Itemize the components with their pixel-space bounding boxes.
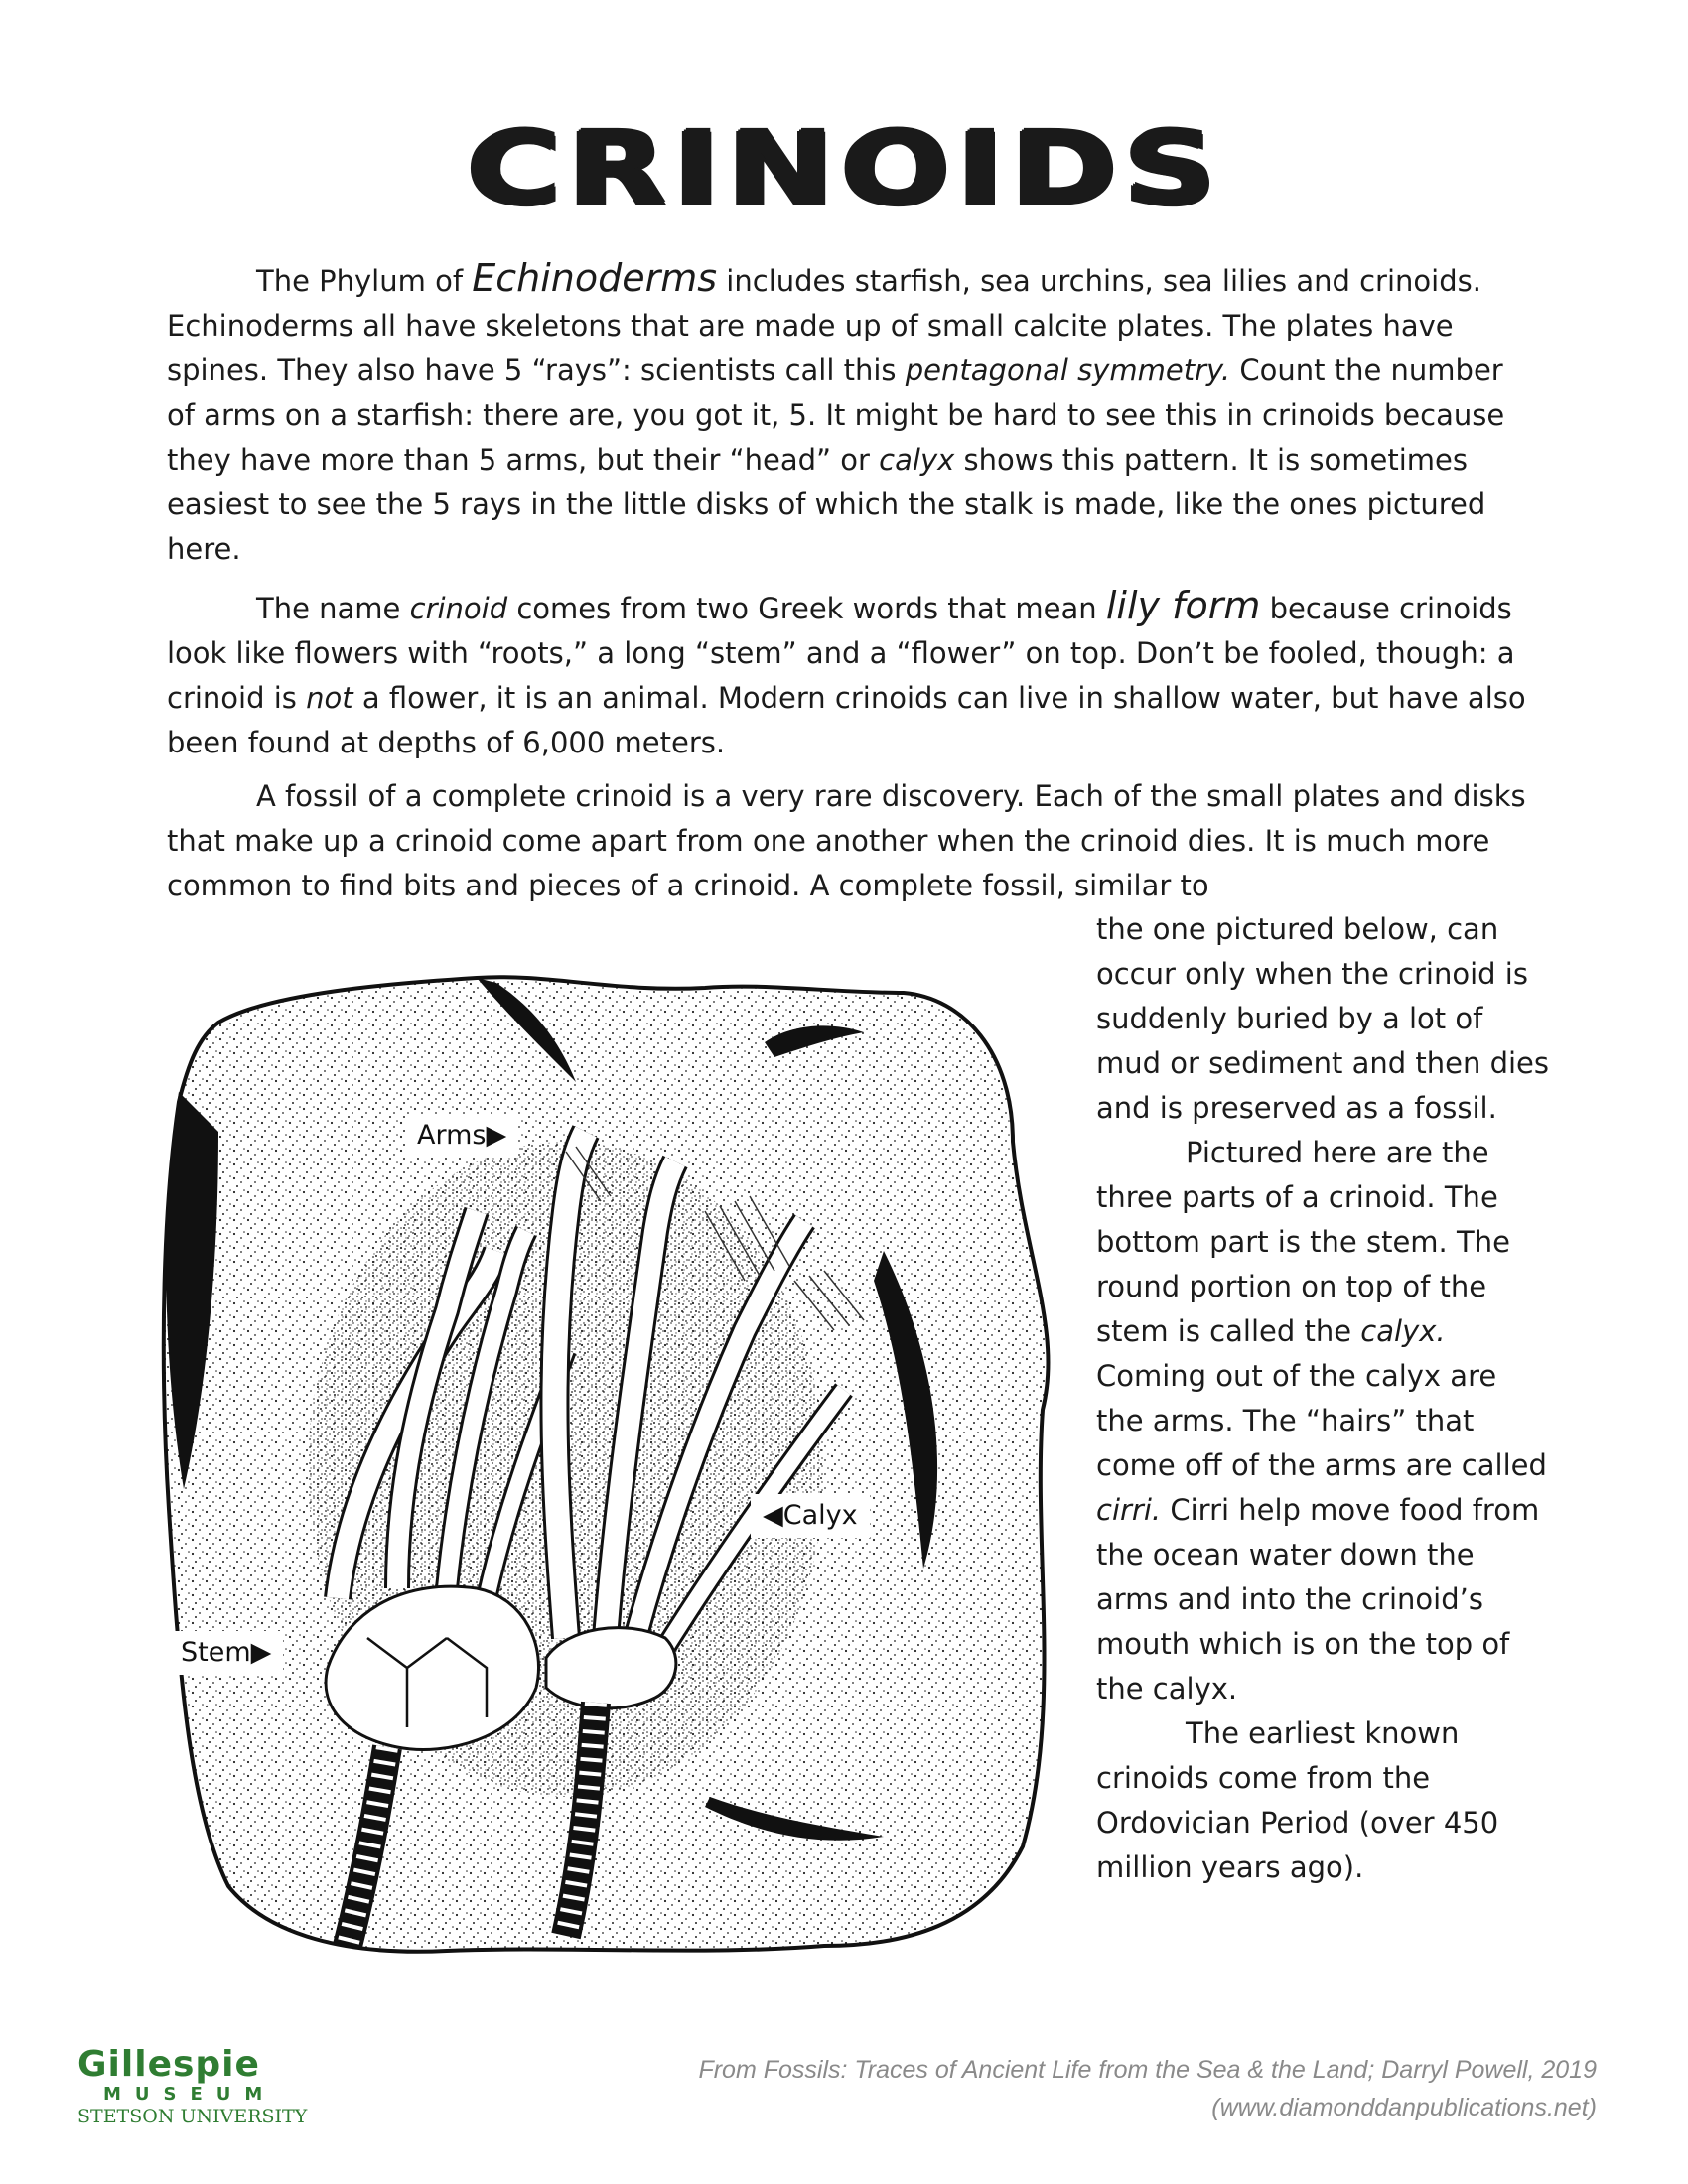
text-run: comes from two Greek words that mean [507, 592, 1106, 625]
credit-line-1: From Fossils: Traces of Ancient Life from the Sea & the Land; Darryl Powell, 2019 [698, 2056, 1597, 2084]
text-run: includes starfish, sea urchins, sea lilies and crinoids. Echinoderms all have skeletons that are made up of small calcite plates. The plates have spines. They also have 5 “rays”: scientists call this [167, 264, 1481, 387]
logo-main-text: Gillespie [77, 2044, 260, 2085]
credit-line-2: (www.diamonddanpublications.net) [1211, 2094, 1597, 2121]
italic-cirri-term: cirri. [1096, 1493, 1162, 1527]
column-paragraph-parts [1096, 1131, 1553, 1711]
italic-not: not [306, 681, 353, 715]
paragraph-echinoderms [167, 256, 1537, 572]
text-run: The Phylum of [256, 264, 473, 298]
label-stem: Stem▶ [169, 1631, 283, 1675]
text-run: a flower, it is an animal. Modern crinoids can live in shallow water, but have also been found at depths of 6,000 meters. [167, 681, 1526, 759]
logo-sub-text: MUSEUM [103, 2084, 277, 2105]
right-column [1096, 907, 1553, 1890]
text-run: Coming out of the calyx are the arms. The “hairs” that come off of the arms are called [1096, 1359, 1547, 1482]
emphasis-echinoderms: Echinoderms [472, 256, 718, 300]
italic-calyx: calyx [879, 443, 955, 477]
label-arms: Arms▶ [405, 1114, 518, 1158]
text-run: shows this pattern. It is sometimes easiest to see the 5 rays in the little disks of which the stalk is made, like the ones pictured here. [167, 443, 1486, 566]
text-run: Cirri help move food from the ocean water down the arms and into the crinoid’s mouth which is on the top of the calyx. [1096, 1493, 1540, 1706]
italic-crinoid: crinoid [409, 592, 508, 625]
crinoid-fossil-illustration [149, 953, 1082, 1995]
label-calyx: ◀Calyx [751, 1494, 870, 1538]
text-run: The name [256, 592, 410, 625]
text-run: Count the number of arms on a starfish: there are, you got it, 5. It might be hard to see this in crinoids because they have more than 5 arms, but their “head” or [167, 353, 1505, 477]
gillespie-museum-logo [77, 2045, 316, 2128]
logo-university-text: STETSON UNIVERSITY [77, 2106, 308, 2127]
text-run: Pictured here are the three parts of a crinoid. The bottom part is the stem. The round portion on top of the stem is called the [1096, 1136, 1510, 1348]
source-credit [504, 2051, 1597, 2126]
paragraph-name-origin [167, 584, 1537, 765]
italic-pentagonal-symmetry: pentagonal symmetry. [905, 353, 1231, 387]
column-paragraph-earliest: The earliest known crinoids come from the Ordovician Period (over 450 million years ago). [1096, 1716, 1499, 1884]
emphasis-lily-form: lily form [1105, 584, 1261, 627]
page-title: CRINOIDS [466, 109, 1222, 227]
column-paragraph-burial: the one pictured below, can occur only when the crinoid is suddenly buried by a lot of mud or sediment and then dies and is preserved as a fossil. [1096, 912, 1549, 1125]
italic-calyx-term: calyx. [1360, 1314, 1446, 1348]
text-run: because crinoids look like flowers with “roots,” a long “stem” and a “flower” on top. Don’t be fooled, though: a crinoid is [167, 592, 1515, 715]
text-run: A fossil of a complete crinoid is a very rare discovery. Each of the small plates and disks that make up a crinoid come apart from one another when the crinoid dies. It is much more common to find bits and pieces of a crinoid. A complete fossil, similar to [167, 779, 1526, 902]
paragraph-fossil [167, 774, 1537, 908]
